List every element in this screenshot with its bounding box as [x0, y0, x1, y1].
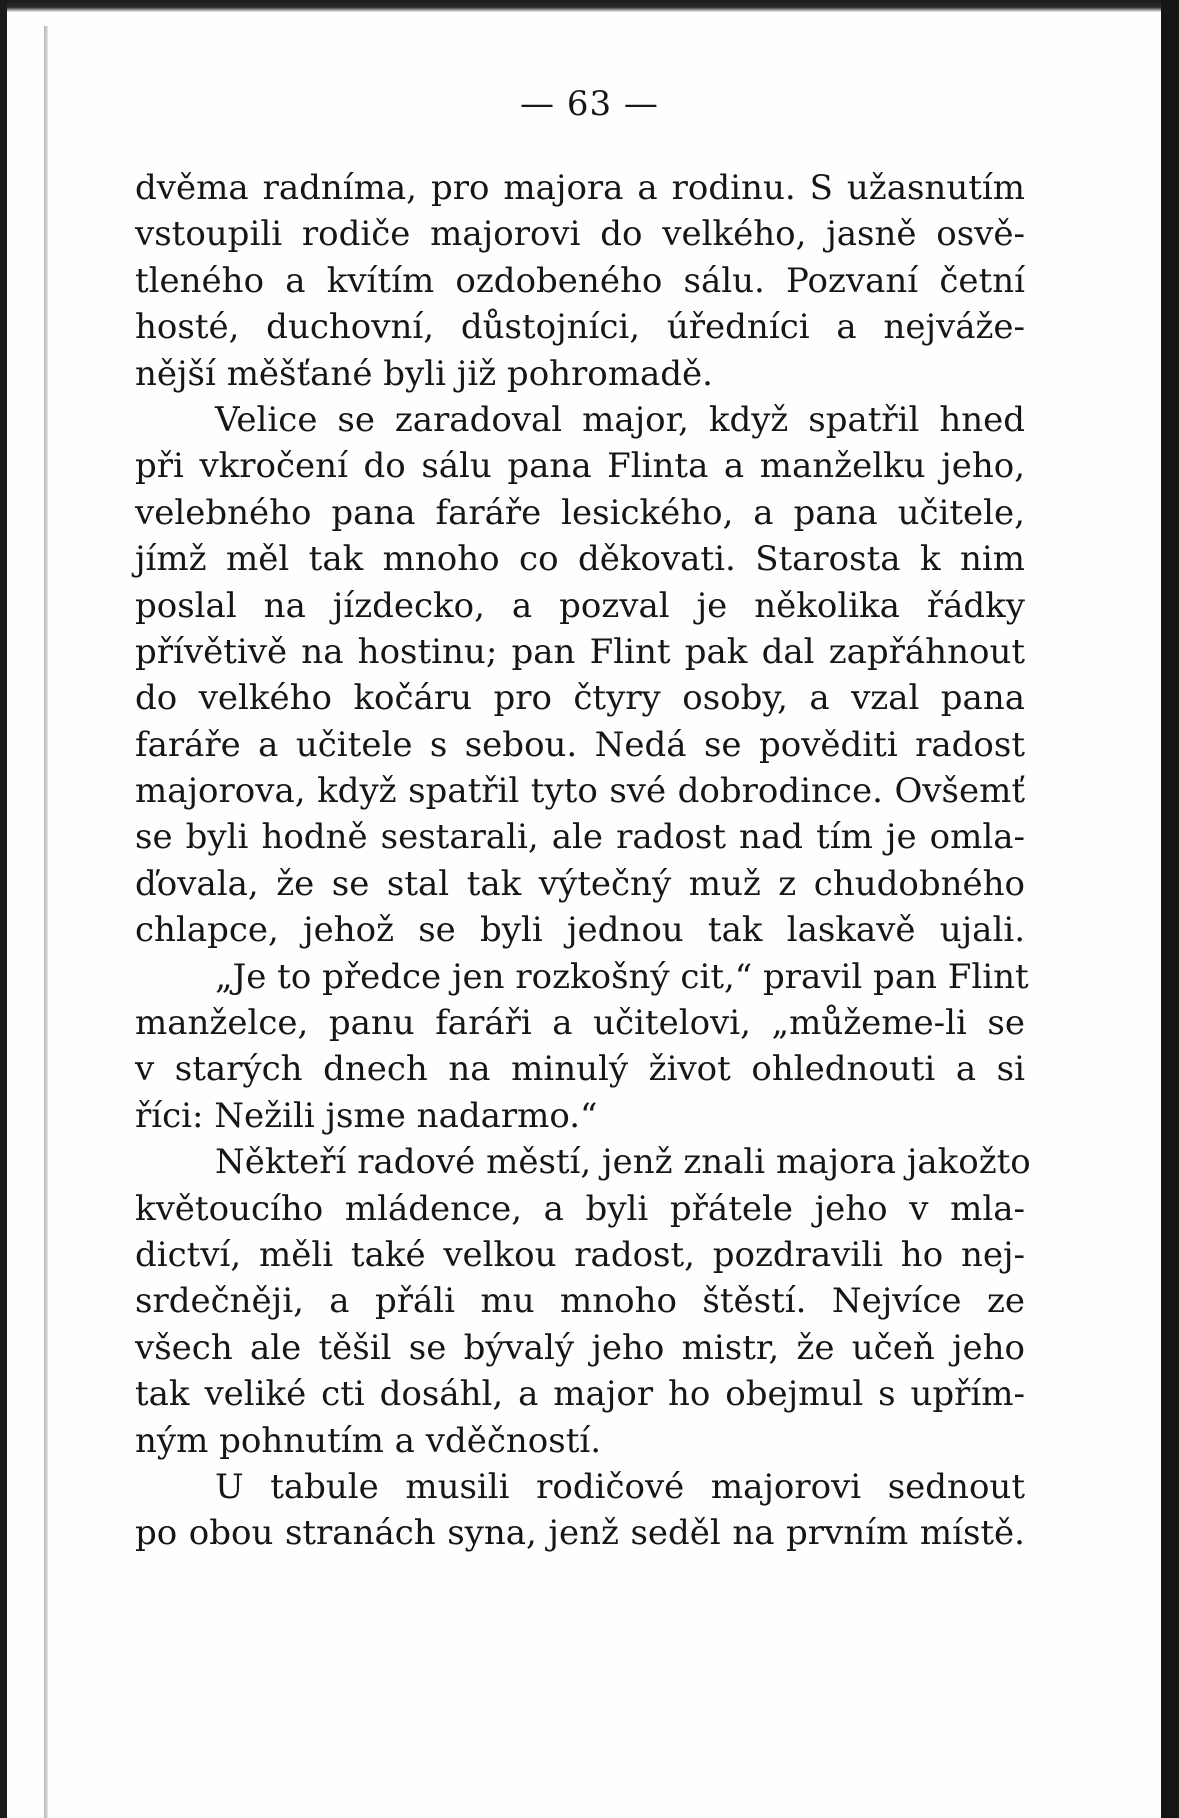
text-line: jímž měl tak mnoho co děkovati. Starosta k nim — [135, 539, 1025, 580]
text-line: tak veliké cti dosáhl, a major ho obejmul s upřím- — [135, 1374, 1025, 1415]
text-line: v starých dnech na minulý život ohlednouti a si — [135, 1049, 1025, 1090]
text-line: srdečněji, a přáli mu mnoho štěstí. Nejvíce ze — [135, 1281, 1025, 1322]
text-line: Velice se zaradoval major, když spatřil hned — [215, 399, 1025, 440]
scan-edge-right — [1161, 0, 1179, 1818]
text-line: majorova, když spatřil tyto své dobrodince. Ovšemť — [135, 771, 1025, 812]
text-line: všech ale těšil se bývalý jeho mistr, že učeň jeho — [135, 1327, 1025, 1368]
text-line: květoucího mládence, a byli přátele jeho v mla- — [135, 1188, 1025, 1229]
text-line: ným pohnutím a vděčností. — [135, 1420, 602, 1461]
text-line: po obou stranách syna, jenž seděl na prvním místě. — [135, 1513, 1025, 1554]
text-line: „Je to předce jen rozkošný cit,“ pravil pan Flint — [215, 956, 1029, 997]
text-line: do velkého kočáru pro čtyry osoby, a vzal pana — [135, 678, 1025, 719]
text-line: se byli hodně sestarali, ale radost nad tím je omla- — [135, 817, 1025, 858]
text-line: přívětivě na hostinu; pan Flint pak dal zapřáhnout — [135, 631, 1025, 672]
text-line: tleného a kvítím ozdobeného sálu. Pozvaní četní — [135, 260, 1025, 301]
scan-edge-top — [0, 0, 1179, 12]
page-number-header: — 63 — — [520, 84, 659, 124]
text-line: při vkročení do sálu pana Flinta a manželku jeho, — [135, 446, 1025, 487]
text-line: Někteří radové městí, jenž znali majora jakožto — [215, 1142, 1031, 1183]
scan-gutter — [44, 26, 48, 1818]
text-line: dvěma radníma, pro majora a rodinu. S užasnutím — [135, 168, 1025, 208]
text-line: U tabule musili rodičové majorovi sednout — [215, 1466, 1025, 1507]
text-line: manželce, panu faráři a učitelovi, „můžeme-li se — [135, 1003, 1025, 1044]
text-line: hosté, duchovní, důstojníci, úředníci a nejváže- — [135, 307, 1025, 348]
text-line: nější měšťané byli již pohromadě. — [135, 353, 713, 394]
scan-edge-left — [0, 0, 7, 1818]
text-line: velebného pana faráře lesického, a pana učitele, — [135, 492, 1025, 533]
text-line: ďovala, že se stal tak výtečný muž z chudobného — [135, 863, 1025, 904]
text-line: poslal na jízdecko, a pozval je několika řádky — [135, 585, 1025, 626]
text-line: faráře a učitele s sebou. Nedá se pověditi radost — [135, 724, 1025, 765]
text-line: říci: Nežili jsme nadarmo.“ — [135, 1095, 598, 1136]
body-text — [135, 165, 1031, 1557]
text-line: chlapce, jehož se byli jednou tak laskavě ujali. — [135, 910, 1025, 951]
text-line: vstoupili rodiče majorovi do velkého, jasně osvě- — [135, 214, 1025, 255]
text-line: dictví, měli také velkou radost, pozdravili ho nej- — [135, 1234, 1025, 1275]
